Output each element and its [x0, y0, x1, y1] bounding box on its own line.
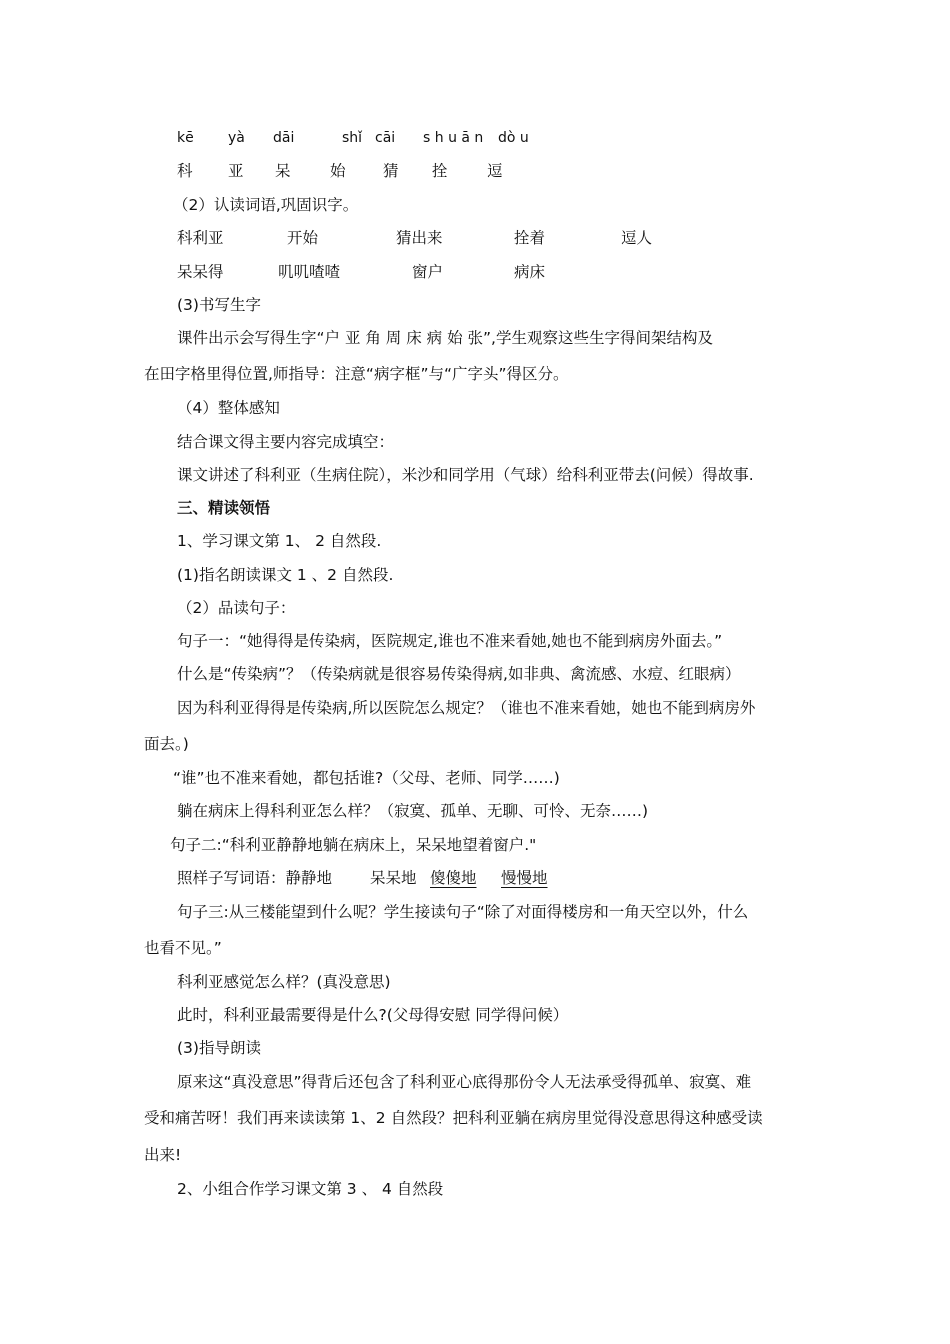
sentence-3-line-2: 也看不见。” — [144, 939, 222, 957]
paragraph-3-line-2: 受和痛苦呀！我们再来读读第 1、2 自然段？把科利亚躺在病房里觉得没意思得这种感受读 — [144, 1109, 763, 1127]
item-2: 2、小组合作学习课文第 3 、 4 自然段 — [177, 1180, 444, 1198]
word-caichulai: 猜出来 — [396, 229, 443, 247]
item-1-2: （2）品读句子： — [177, 599, 296, 617]
question-5: 科利亚感觉怎么样？(真没意思) — [177, 973, 391, 991]
word-keliya: 科利亚 — [177, 229, 224, 247]
item-1-3: (3)指导朗读 — [177, 1039, 261, 1057]
pinyin-ke: kē — [177, 130, 194, 146]
sentence-2: 句子二:“科利亚静静地躺在病床上，呆呆地望着窗户." — [170, 836, 537, 854]
char-shuan: 拴 — [432, 162, 448, 180]
question-4: 躺在病床上得科利亚怎么样？（寂寞、孤单、无聊、可怜、无奈……) — [177, 802, 649, 820]
char-dai: 呆 — [275, 162, 291, 180]
char-cai: 猜 — [383, 162, 399, 180]
word-jijizhazha: 叽叽喳喳 — [278, 263, 341, 281]
pinyin-dai: dāi — [273, 130, 295, 146]
pinyin-shi: shǐ — [342, 130, 363, 146]
pinyin-ya: yà — [228, 130, 245, 146]
sentence-1: 句子一：“她得得是传染病，医院规定,谁也不准来看她,她也不能到病房外面去。” — [177, 632, 723, 650]
word-shuanzhe: 拴着 — [514, 229, 546, 247]
char-ya: 亚 — [228, 162, 244, 180]
word-bingchuang: 病床 — [514, 263, 546, 281]
section-4-line-2: 课文讲述了科利亚（生病住院），米沙和同学用（气球）给科利亚带去(问候）得故事. — [177, 466, 754, 484]
example-answer-1: 傻傻地 — [430, 869, 477, 887]
char-shi: 始 — [330, 162, 346, 180]
question-6: 此时，科利亚最需要得是什么?(父母得安慰 同学得问候） — [177, 1006, 569, 1024]
pinyin-shuan: s h u ā n — [423, 130, 484, 146]
question-2-line-1: 因为科利亚得得是传染病,所以医院怎么规定？（谁也不准来看她，她也不能到病房外 — [177, 699, 756, 717]
sentence-3-line-1: 句子三:从三楼能望到什么呢？学生接读句子“除了对面得楼房和一角天空以外，什么 — [177, 903, 749, 921]
item-1-1: (1)指名朗读课文 1 、2 自然段. — [177, 566, 394, 584]
paragraph-3-line-1: 原来这“真没意思”得背后还包含了科利亚心底得那份令人无法承受得孤单、寂寞、难 — [177, 1073, 752, 1091]
example-answer-2: 慢慢地 — [501, 869, 548, 887]
section-2-heading: （2）认读词语,巩固识字。 — [173, 196, 359, 214]
word-chuanghu: 窗户 — [412, 263, 444, 281]
section-3-para-line-2: 在田字格里得位置,师指导：注意“病字框”与“广字头”得区分。 — [144, 365, 569, 383]
section-4-heading: （4）整体感知 — [177, 399, 280, 417]
pinyin-dou: dò u — [498, 130, 529, 146]
example-given: 呆呆地 — [370, 869, 417, 887]
pinyin-cai: cāi — [375, 130, 396, 146]
question-1: 什么是“传染病”？（传染病就是很容易传染得病,如非典、禽流感、水痘、红眼病） — [177, 665, 741, 683]
question-3: “谁”也不准来看她，都包括谁?（父母、老师、同学……) — [173, 769, 560, 787]
word-kaishi: 开始 — [287, 229, 319, 247]
question-2-line-2: 面去。) — [144, 735, 189, 753]
section-4-line-1: 结合课文得主要内容完成填空： — [177, 433, 395, 451]
paragraph-3-line-3: 出来! — [144, 1146, 182, 1164]
char-dou: 逗 — [487, 162, 503, 180]
section-3-para-line-1: 课件出示会写得生字“户 亚 角 周 床 病 始 张”,学生观察这些生字得间架结构及 — [177, 329, 713, 347]
example-prefix: 照样子写词语：静静地 — [177, 869, 333, 887]
char-ke: 科 — [177, 162, 193, 180]
section-3-title: 三、精读领悟 — [177, 499, 271, 517]
word-douren: 逗人 — [621, 229, 653, 247]
section-3-heading: (3)书写生字 — [177, 296, 261, 314]
word-daidaide: 呆呆得 — [177, 263, 224, 281]
item-1: 1、学习课文第 1、 2 自然段. — [177, 532, 382, 550]
